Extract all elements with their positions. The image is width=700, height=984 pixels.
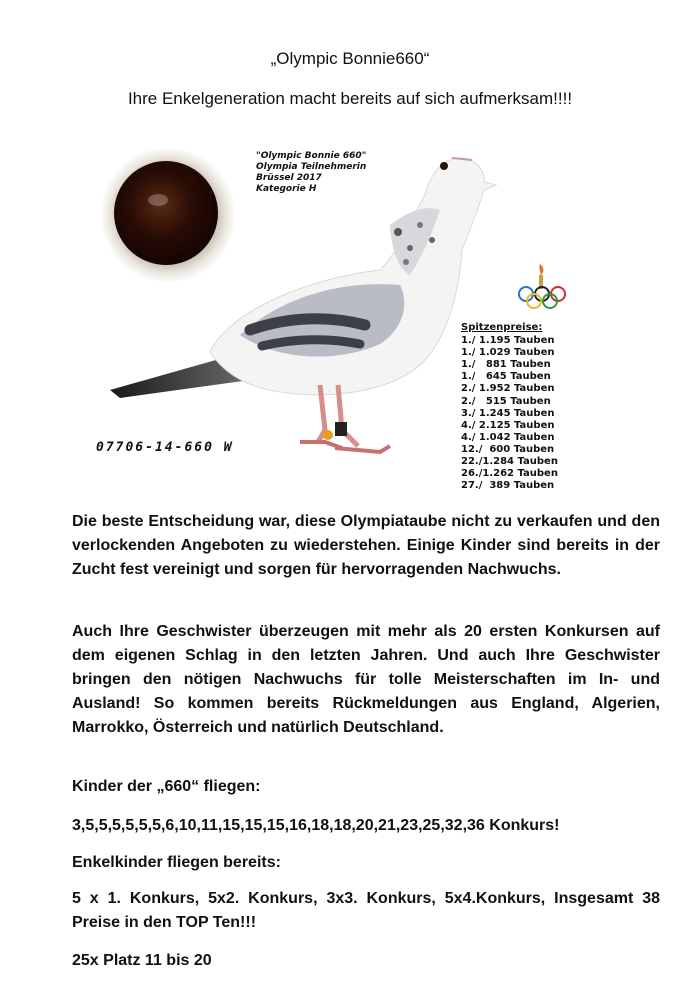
prize-count: 1.029 Tauben bbox=[478, 347, 555, 359]
prize-row bbox=[461, 456, 558, 468]
photo-caption bbox=[256, 151, 366, 195]
caption-line: Kategorie H bbox=[256, 184, 317, 194]
caption-line: "Olympic Bonnie 660" bbox=[256, 151, 367, 161]
prize-row bbox=[461, 480, 558, 492]
prize-count: 1.195 Tauben bbox=[478, 335, 555, 347]
olympic-torch-rings-icon bbox=[516, 262, 568, 312]
prize-count: 389 Tauben bbox=[485, 480, 555, 492]
top-prizes-list bbox=[461, 322, 558, 492]
prize-row bbox=[461, 347, 558, 359]
prize-row bbox=[461, 371, 558, 383]
children-results: 3,5,5,5,5,5,5,6,10,11,15,15,15,16,18,18,20,21,23,25,32,36 Konkurs! bbox=[72, 817, 560, 834]
prize-count: 645 Tauben bbox=[478, 371, 551, 383]
prize-place: 1./ bbox=[461, 335, 476, 347]
prize-place: 4./ bbox=[461, 431, 476, 443]
eye-closeup bbox=[100, 147, 236, 283]
prize-place: 1./ bbox=[461, 359, 476, 371]
intro-paragraph: Die beste Entscheidung war, diese Olympiataube nicht zu verkaufen und den verlockenden Angeboten zu wiederstehen. Einige Kinder sind bereits in der Zucht fest vereinigt und sorgen für hervorragenden Nachwuchs. bbox=[72, 513, 660, 578]
prize-count: 515 Tauben bbox=[478, 395, 551, 407]
prize-place: 3./ bbox=[461, 407, 476, 419]
prize-place: 2./ bbox=[461, 395, 476, 407]
pigeon bbox=[210, 158, 496, 452]
prize-row bbox=[461, 468, 558, 480]
prize-row bbox=[461, 396, 558, 408]
document-subtitle: Ihre Enkelgeneration macht bereits auf sich aufmerksam!!!! bbox=[127, 89, 573, 108]
prize-count: 600 Tauben bbox=[485, 443, 555, 455]
prizes-heading: Spitzenpreise: bbox=[461, 322, 543, 333]
prize-row bbox=[461, 359, 558, 371]
grandchildren-results: 5 x 1. Konkurs, 5x2. Konkurs, 3x3. Konkurs, 5x4.Konkurs, Insgesamt 38 Preise in den TOP Ten!!! bbox=[72, 890, 660, 931]
siblings-paragraph: Auch Ihre Geschwister überzeugen mit mehr als 20 ersten Konkursen auf dem eigenen Schlag in den letzten Jahren. Und auch Ihre Geschwister bringen den nötigen Nachwuchs für tolle Meisterschaften im In- und Ausland! So kommen bereits Rückmeldungen aus England, Algerien, Marrokko, Österreich und natürlich Deutschland. bbox=[72, 623, 660, 736]
places-line: 25x Platz 11 bis 20 bbox=[72, 952, 212, 969]
prize-place: 26./ bbox=[461, 468, 483, 480]
ring-number: 07706-14-660 W bbox=[96, 440, 234, 455]
prize-place: 12./ bbox=[461, 443, 483, 455]
children-heading: Kinder der „660“ fliegen: bbox=[72, 778, 261, 795]
document-title: „Olympic Bonnie660“ bbox=[270, 49, 430, 68]
prize-row bbox=[461, 444, 558, 456]
prize-place: 2./ bbox=[461, 383, 476, 395]
prize-row bbox=[461, 335, 558, 347]
prize-count: 1.284 Tauben bbox=[482, 456, 558, 468]
prize-place: 1./ bbox=[461, 371, 476, 383]
prize-place: 4./ bbox=[461, 419, 476, 431]
prize-row bbox=[461, 408, 558, 420]
prize-count: 1.245 Tauben bbox=[478, 407, 555, 419]
prize-place: 27./ bbox=[461, 480, 483, 492]
prize-place: 1./ bbox=[461, 347, 476, 359]
prize-row bbox=[461, 420, 558, 432]
prize-count: 1.042 Tauben bbox=[478, 431, 555, 443]
prize-place: 22./ bbox=[461, 456, 483, 468]
grandchildren-heading: Enkelkinder fliegen bereits: bbox=[72, 854, 281, 871]
caption-line: Olympia Teilnehmerin bbox=[256, 162, 367, 172]
prize-count: 2.125 Tauben bbox=[478, 419, 555, 431]
prize-row bbox=[461, 432, 558, 444]
prize-row bbox=[461, 383, 558, 395]
prize-count: 1.952 Tauben bbox=[478, 383, 555, 395]
prize-count: 1.262 Tauben bbox=[482, 468, 558, 480]
caption-line: Brüssel 2017 bbox=[256, 173, 322, 183]
prize-count: 881 Tauben bbox=[478, 359, 551, 371]
